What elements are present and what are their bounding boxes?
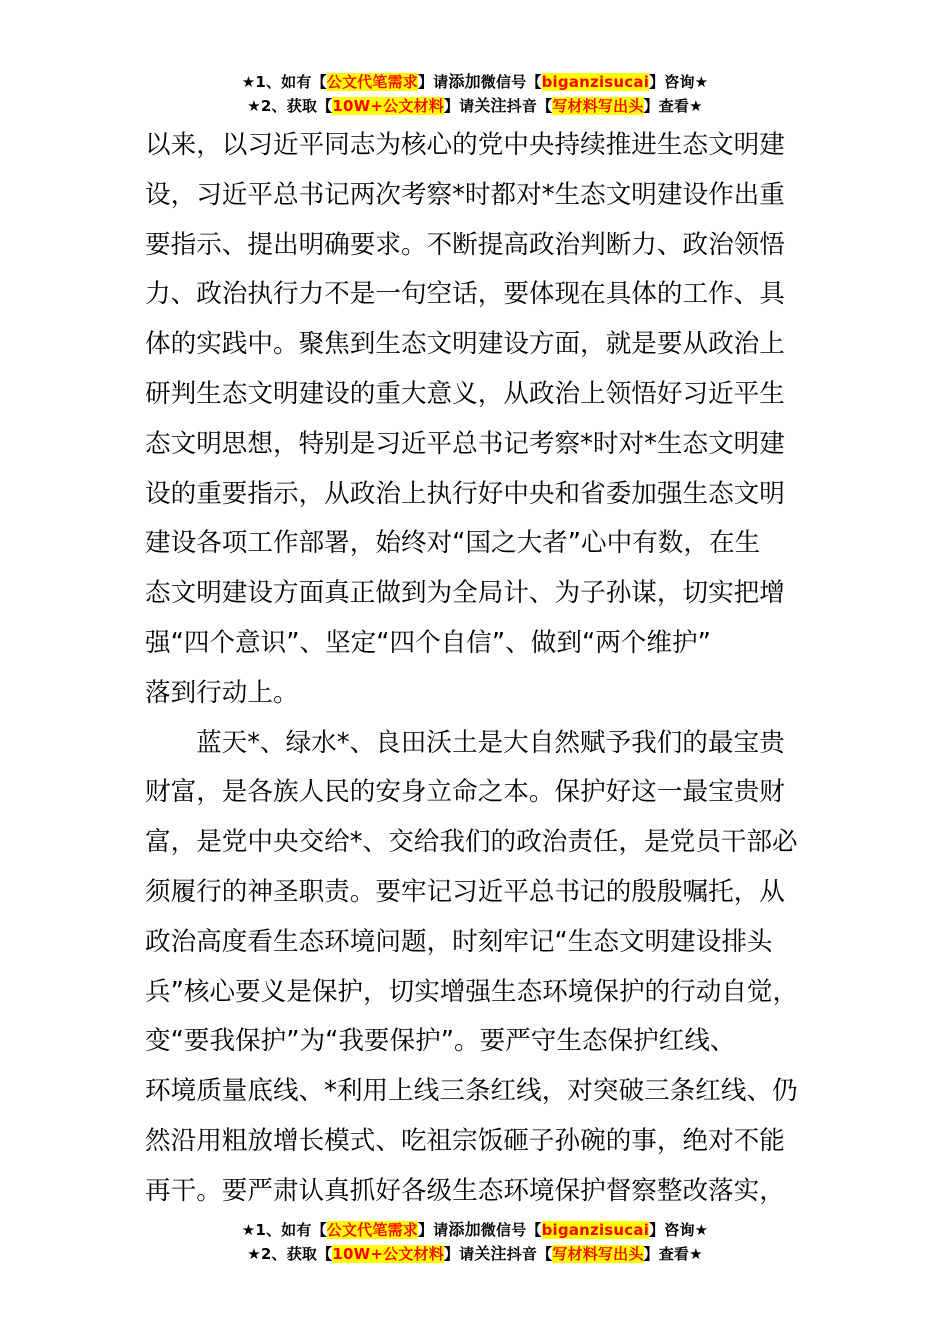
- banner-line-2: [0, 94, 950, 118]
- banner-text: 关注: [474, 96, 507, 115]
- banner-text: 】咨询★: [649, 1221, 709, 1239]
- banner-text: 】请: [417, 1221, 449, 1239]
- body-line: 富，是党中央交给*、交给我们的政治责任，是党员干部必: [145, 827, 798, 858]
- body-line: 体的实践中。聚焦到生态文明建设方面，就是要从政治上: [145, 329, 785, 360]
- banner-text: 抖音【: [506, 1245, 553, 1263]
- banner-text: 抖音【: [506, 97, 553, 115]
- body-line: 建设各项工作部署，始终对“国之大者”心中有数，在生: [145, 528, 761, 559]
- banner-text: 微信号【: [480, 73, 542, 91]
- banner-text: ★1、如有【: [241, 73, 327, 91]
- banner-text: 】查看★: [643, 1245, 703, 1263]
- header-banner: [0, 70, 950, 118]
- body-line: 变“要我保护”为“我要保护”。要严守生态保护红线、: [145, 1026, 736, 1057]
- banner-text: 微信号【: [480, 1221, 542, 1239]
- body-line: 要指示、提出明确要求。不断提高政治判断力、政治领悟: [145, 229, 785, 260]
- banner-text: 】咨询★: [649, 73, 709, 91]
- banner-text: 关注: [474, 1244, 507, 1263]
- banner-highlight: 10W+公文材料: [332, 97, 444, 115]
- body-line: 态文明建设方面真正做到为全局计、为子孙谋，切实把增: [145, 578, 785, 609]
- banner-line-1: [0, 1218, 950, 1242]
- footer-banner: [0, 1218, 950, 1266]
- body-line: 强“四个意识”、坚定“四个自信”、做到“两个维护”: [145, 627, 711, 658]
- body-line: 态文明思想，特别是习近平总书记考察*时对*生态文明建: [145, 428, 785, 459]
- banner-highlight: 10W+公文材料: [332, 1245, 444, 1263]
- body-line: 再干。要严肃认真抓好各级生态环境保护督察整改落实，: [145, 1175, 785, 1206]
- banner-highlight: biganzisucai: [541, 1221, 650, 1239]
- body-line: 须履行的神圣职责。要牢记习近平总书记的殷殷嘱托，从: [145, 876, 785, 907]
- banner-text: 添加: [448, 1220, 481, 1239]
- banner-text: 】查看★: [643, 97, 703, 115]
- banner-highlight: biganzisucai: [541, 73, 650, 91]
- body-line: 环境质量底线、*利用上线三条红线，对突破三条红线、仍: [145, 1076, 798, 1107]
- body-line-paragraph-start: 蓝天*、绿水*、良田沃土是大自然赋予我们的最宝贵: [196, 727, 785, 758]
- body-line: 然沿用粗放增长模式、吃祖宗饭砸子孙碗的事，绝对不能: [145, 1125, 785, 1156]
- banner-highlight: 公文代笔需求: [326, 1221, 418, 1239]
- banner-text: 添加: [448, 72, 481, 91]
- banner-text: ★2、获取【: [247, 97, 333, 115]
- banner-line-2: [0, 1242, 950, 1266]
- banner-text: 】请: [443, 1245, 475, 1263]
- banner-text: 】请: [417, 73, 449, 91]
- body-line: 落到行动上。: [145, 677, 299, 708]
- body-line: 兵”核心要义是保护，切实增强生态环境保护的行动自觉，: [145, 976, 799, 1007]
- body-line: 以来，以习近平同志为核心的党中央持续推进生态文明建: [145, 130, 785, 160]
- body-line: 财富，是各族人民的安身立命之本。保护好这一最宝贵财: [145, 777, 785, 808]
- body-line: 设的重要指示，从政治上执行好中央和省委加强生态文明: [145, 478, 785, 509]
- banner-line-1: [0, 70, 950, 94]
- banner-text: 】请: [443, 97, 475, 115]
- document-body: [145, 121, 805, 1217]
- banner-highlight: 写材料写出头: [552, 97, 644, 115]
- body-line: 设，习近平总书记两次考察*时都对*生态文明建设作出重: [145, 179, 785, 210]
- banner-text: ★2、获取【: [247, 1245, 333, 1263]
- banner-text: ★1、如有【: [241, 1221, 327, 1239]
- banner-highlight: 写材料写出头: [552, 1245, 644, 1263]
- banner-highlight: 公文代笔需求: [326, 73, 418, 91]
- body-line: 研判生态文明建设的重大意义，从政治上领悟好习近平生: [145, 378, 785, 409]
- body-line: 力、政治执行力不是一句空话，要体现在具体的工作、具: [145, 279, 785, 310]
- body-line: 政治高度看生态环境问题，时刻牢记“生态文明建设排头: [145, 926, 773, 957]
